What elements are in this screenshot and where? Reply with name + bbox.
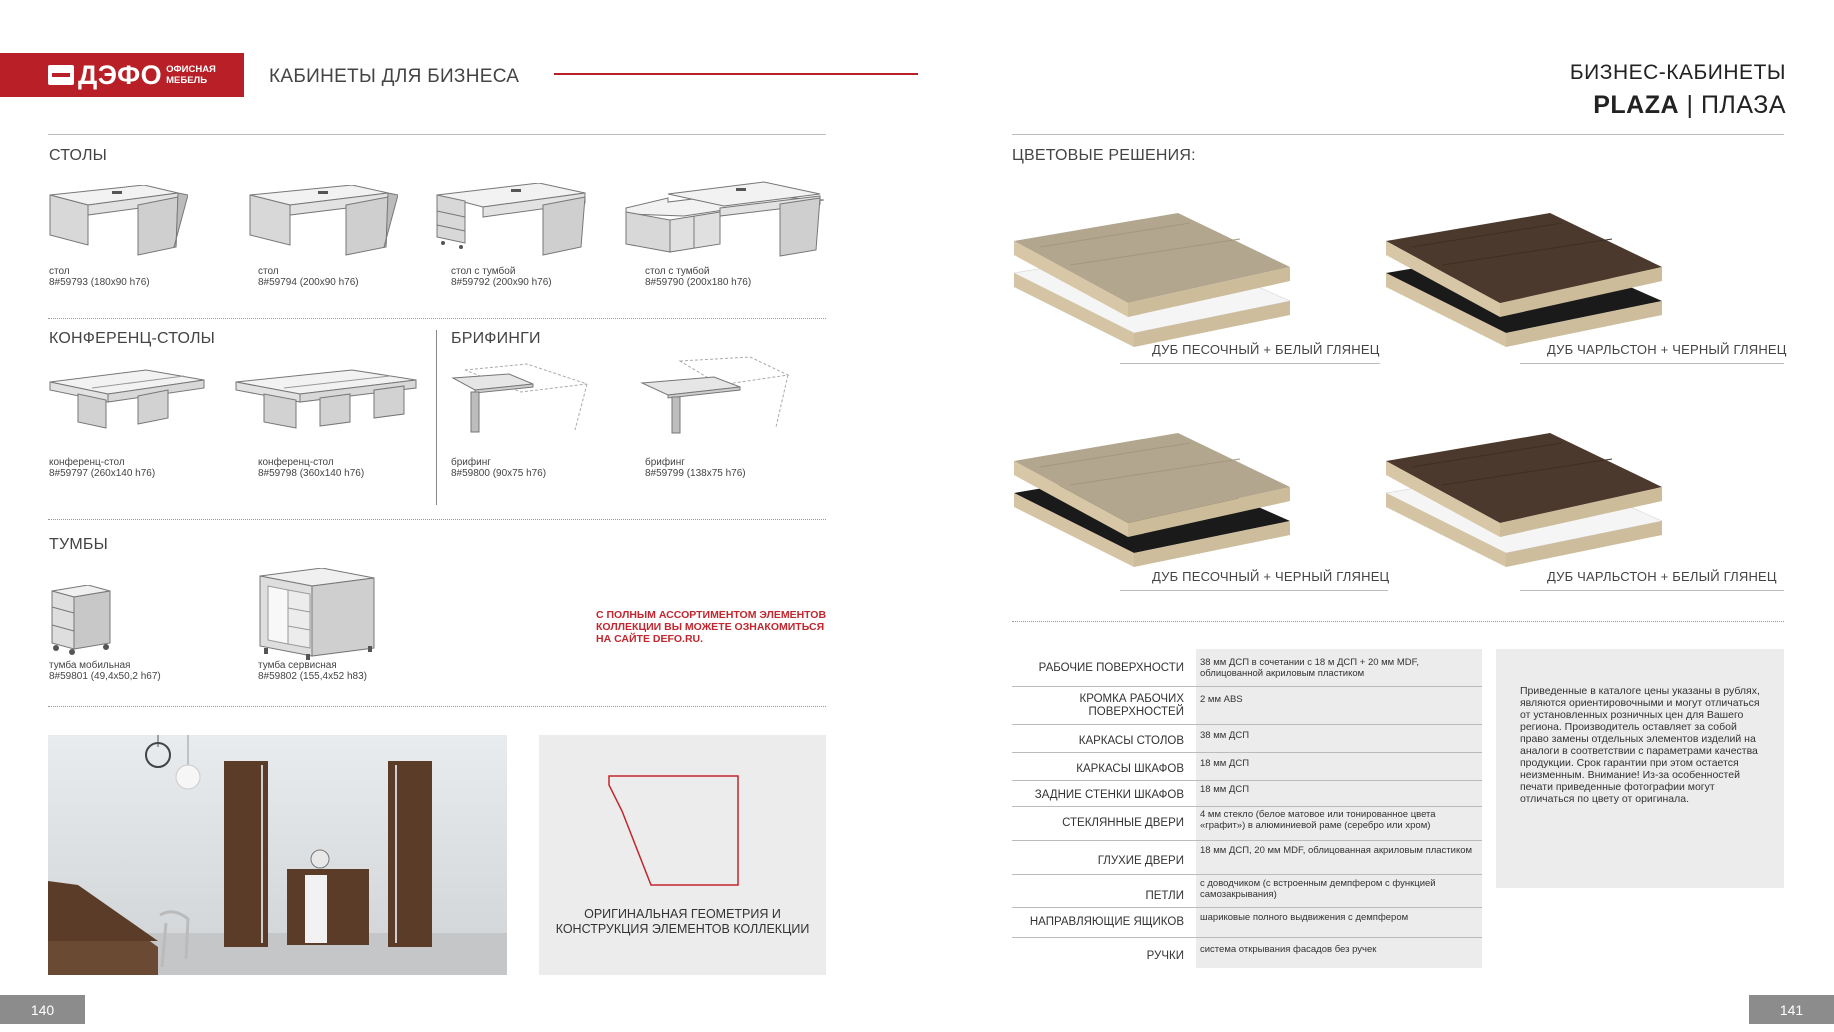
table-row xyxy=(1012,649,1482,687)
product-code: 8#59800 (90х75 h76) xyxy=(451,468,547,479)
color-swatch-label: ДУБ ПЕСОЧНЫЙ + БЕЛЫЙ ГЛЯНЕЦ xyxy=(1152,342,1380,357)
product-image-conference-table xyxy=(234,368,419,433)
product-image-mobile-pedestal xyxy=(50,585,115,655)
spec-value: система открывания фасадов без ручек xyxy=(1196,938,1482,968)
section-title-colors: ЦВЕТОВЫЕ РЕШЕНИЯ: xyxy=(1012,147,1196,164)
color-swatch xyxy=(1382,415,1662,595)
geometry-panel xyxy=(539,735,826,975)
divider xyxy=(1012,621,1784,622)
spec-value: 38 мм ДСП xyxy=(1196,725,1482,752)
product-caption xyxy=(258,266,359,288)
product-name: брифинг xyxy=(645,457,685,468)
section-title-briefing: БРИФИНГИ xyxy=(451,330,541,347)
product-code: 8#59801 (49,4х50,2 h67) xyxy=(49,671,161,682)
table-row xyxy=(1012,781,1482,807)
product-code: 8#59799 (138х75 h76) xyxy=(645,468,746,479)
product-name: конференц-стол xyxy=(49,457,125,468)
product-code: 8#59797 (260х140 h76) xyxy=(49,468,156,479)
product-name: стол xyxy=(49,266,70,277)
logo-mark-icon xyxy=(48,65,74,85)
color-swatch-label: ДУБ ПЕСОЧНЫЙ + ЧЕРНЫЙ ГЛЯНЕЦ xyxy=(1152,569,1390,584)
divider xyxy=(48,519,826,520)
color-swatch-label: ДУБ ЧАРЛЬСТОН + БЕЛЫЙ ГЛЯНЕЦ xyxy=(1547,569,1777,584)
collection-name-separator: | xyxy=(1686,91,1694,119)
spec-value: 4 мм стекло (белое матовое или тонированное цвета «графит») в алюминиевой раме (серебро или хром) xyxy=(1196,807,1482,840)
divider xyxy=(48,134,826,135)
product-caption xyxy=(258,660,367,682)
color-swatch-label: ДУБ ЧАРЛЬСТОН + ЧЕРНЫЙ ГЛЯНЕЦ xyxy=(1547,342,1787,357)
collection-title: БИЗНЕС-КАБИНЕТЫ xyxy=(1569,61,1786,84)
product-image-conference-table xyxy=(48,368,208,433)
geometry-caption: ОРИГИНАЛЬНАЯ ГЕОМЕТРИЯ И КОНСТРУКЦИЯ ЭЛЕМЕНТОВ КОЛЛЕКЦИИ xyxy=(555,907,810,936)
page-number-right: 141 xyxy=(1749,995,1834,1024)
divider xyxy=(1012,134,1784,135)
collection-name xyxy=(1593,91,1786,120)
product-image-desk-with-pedestal xyxy=(435,183,590,263)
divider xyxy=(1120,363,1380,364)
site-link-note: С ПОЛНЫМ АССОРТИМЕНТОМ ЭЛЕМЕНТОВ КОЛЛЕКЦИИ ВЫ МОЖЕТЕ ОЗНАКОМИТЬСЯ НА САЙТЕ DEFO.RU. xyxy=(596,609,827,645)
spec-name: НАПРАВЛЯЮЩИЕ ЯЩИКОВ xyxy=(1029,916,1184,928)
product-caption xyxy=(258,457,364,479)
divider xyxy=(1520,363,1784,364)
divider xyxy=(1120,590,1388,591)
collection-name-latin: PLAZA xyxy=(1593,91,1680,119)
table-row xyxy=(1012,875,1482,908)
section-title-tables: СТОЛЫ xyxy=(49,147,108,164)
spec-name: ПЕТЛИ xyxy=(1145,890,1184,902)
divider xyxy=(48,706,826,707)
brand-logo xyxy=(0,53,244,97)
spec-name: ГЛУХИЕ ДВЕРИ xyxy=(1097,855,1184,867)
spec-name: КАРКАСЫ СТОЛОВ xyxy=(1078,735,1184,747)
product-name: стол с тумбой xyxy=(645,266,710,277)
spec-value: 18 мм ДСП xyxy=(1196,781,1482,806)
product-image-desk xyxy=(248,185,398,260)
product-caption xyxy=(49,457,155,479)
product-code: 8#59798 (360х140 h76) xyxy=(258,468,365,479)
product-image-service-pedestal xyxy=(258,568,378,663)
product-name: тумба сервисная xyxy=(258,660,337,671)
table-row xyxy=(1012,807,1482,841)
product-caption xyxy=(49,660,161,682)
logo-subtitle: ОФИСНАЯ МЕБЕЛЬ xyxy=(166,64,216,86)
interior-photo xyxy=(48,735,507,975)
spec-value: 2 мм ABS xyxy=(1196,687,1482,724)
product-name: стол с тумбой xyxy=(451,266,516,277)
spec-value: 18 мм ДСП xyxy=(1196,753,1482,780)
product-code: 8#59794 (200х90 h76) xyxy=(258,277,359,288)
spec-name: КАРКАСЫ ШКАФОВ xyxy=(1076,763,1184,775)
product-caption xyxy=(451,266,552,288)
page-number-left: 140 xyxy=(0,995,85,1024)
table-row xyxy=(1012,687,1482,725)
collection-name-cyrillic: ПЛАЗА xyxy=(1700,91,1786,119)
spec-name: СТЕКЛЯННЫЕ ДВЕРИ xyxy=(1062,817,1184,829)
product-image-desk-with-pedestal xyxy=(624,180,829,265)
spec-value: с доводчиком (с встроенным демпфером с функцией самозакрывания) xyxy=(1196,875,1482,907)
section-title-conference: КОНФЕРЕНЦ-СТОЛЫ xyxy=(49,330,216,347)
geometry-outline-icon xyxy=(606,773,746,888)
product-code: 8#59802 (155,4х52 h83) xyxy=(258,671,367,682)
section-title-pedestals: ТУМБЫ xyxy=(49,536,108,553)
vertical-divider xyxy=(436,330,437,505)
product-caption xyxy=(645,457,746,479)
table-row xyxy=(1012,725,1482,753)
divider xyxy=(1520,590,1784,591)
product-code: 8#59790 (200х180 h76) xyxy=(645,277,752,288)
product-name: конференц-стол xyxy=(258,457,334,468)
header-accent-line xyxy=(554,73,918,75)
table-row xyxy=(1012,841,1482,875)
product-name: тумба мобильная xyxy=(49,660,131,671)
table-row xyxy=(1012,753,1482,781)
color-swatch xyxy=(1010,415,1290,595)
product-caption xyxy=(451,457,546,479)
price-disclaimer-note: Приведенные в каталоге цены указаны в рублях, являются ориентировочными и могут отличаться от установленных розничных цен для Вашего региона. Производитель оставляет за собой право замены отдельных элементов изделий на аналоги в соответствии с параметрами качества продукции. Срок гарантии при этом остается неизменным. Внимание! Из-за особенностей печати приведенные фотографии могут отличаться по цвету от оригинала. xyxy=(1496,649,1784,888)
product-name: стол xyxy=(258,266,279,277)
table-row xyxy=(1012,908,1482,938)
product-code: 8#59792 (200х90 h76) xyxy=(451,277,552,288)
product-name: брифинг xyxy=(451,457,491,468)
section-header-title: КАБИНЕТЫ ДЛЯ БИЗНЕСА xyxy=(269,66,520,87)
product-image-briefing-table xyxy=(451,360,591,440)
spec-value: шариковые полного выдвижения с демпфером xyxy=(1196,908,1482,937)
spec-name: РУЧКИ xyxy=(1146,950,1184,962)
product-caption xyxy=(49,266,150,288)
product-image-desk xyxy=(48,185,188,260)
product-code: 8#59793 (180х90 h76) xyxy=(49,277,150,288)
spec-name: КРОМКА РАБОЧИХ ПОВЕРХНОСТЕЙ xyxy=(1079,693,1184,718)
spec-value: 38 мм ДСП в сочетании с 18 м ДСП + 20 мм MDF, облицованной акриловым пластиком xyxy=(1196,649,1482,686)
spec-name: РАБОЧИЕ ПОВЕРХНОСТИ xyxy=(1038,662,1184,674)
spec-name: ЗАДНИЕ СТЕНКИ ШКАФОВ xyxy=(1034,789,1184,801)
divider xyxy=(48,318,826,319)
product-caption xyxy=(645,266,751,288)
logo-text: ДЭФО xyxy=(78,59,163,90)
product-image-briefing-table xyxy=(640,355,790,440)
spec-value: 18 мм ДСП, 20 мм MDF, облицованная акриловым пластиком xyxy=(1196,841,1482,874)
table-row xyxy=(1012,938,1482,968)
